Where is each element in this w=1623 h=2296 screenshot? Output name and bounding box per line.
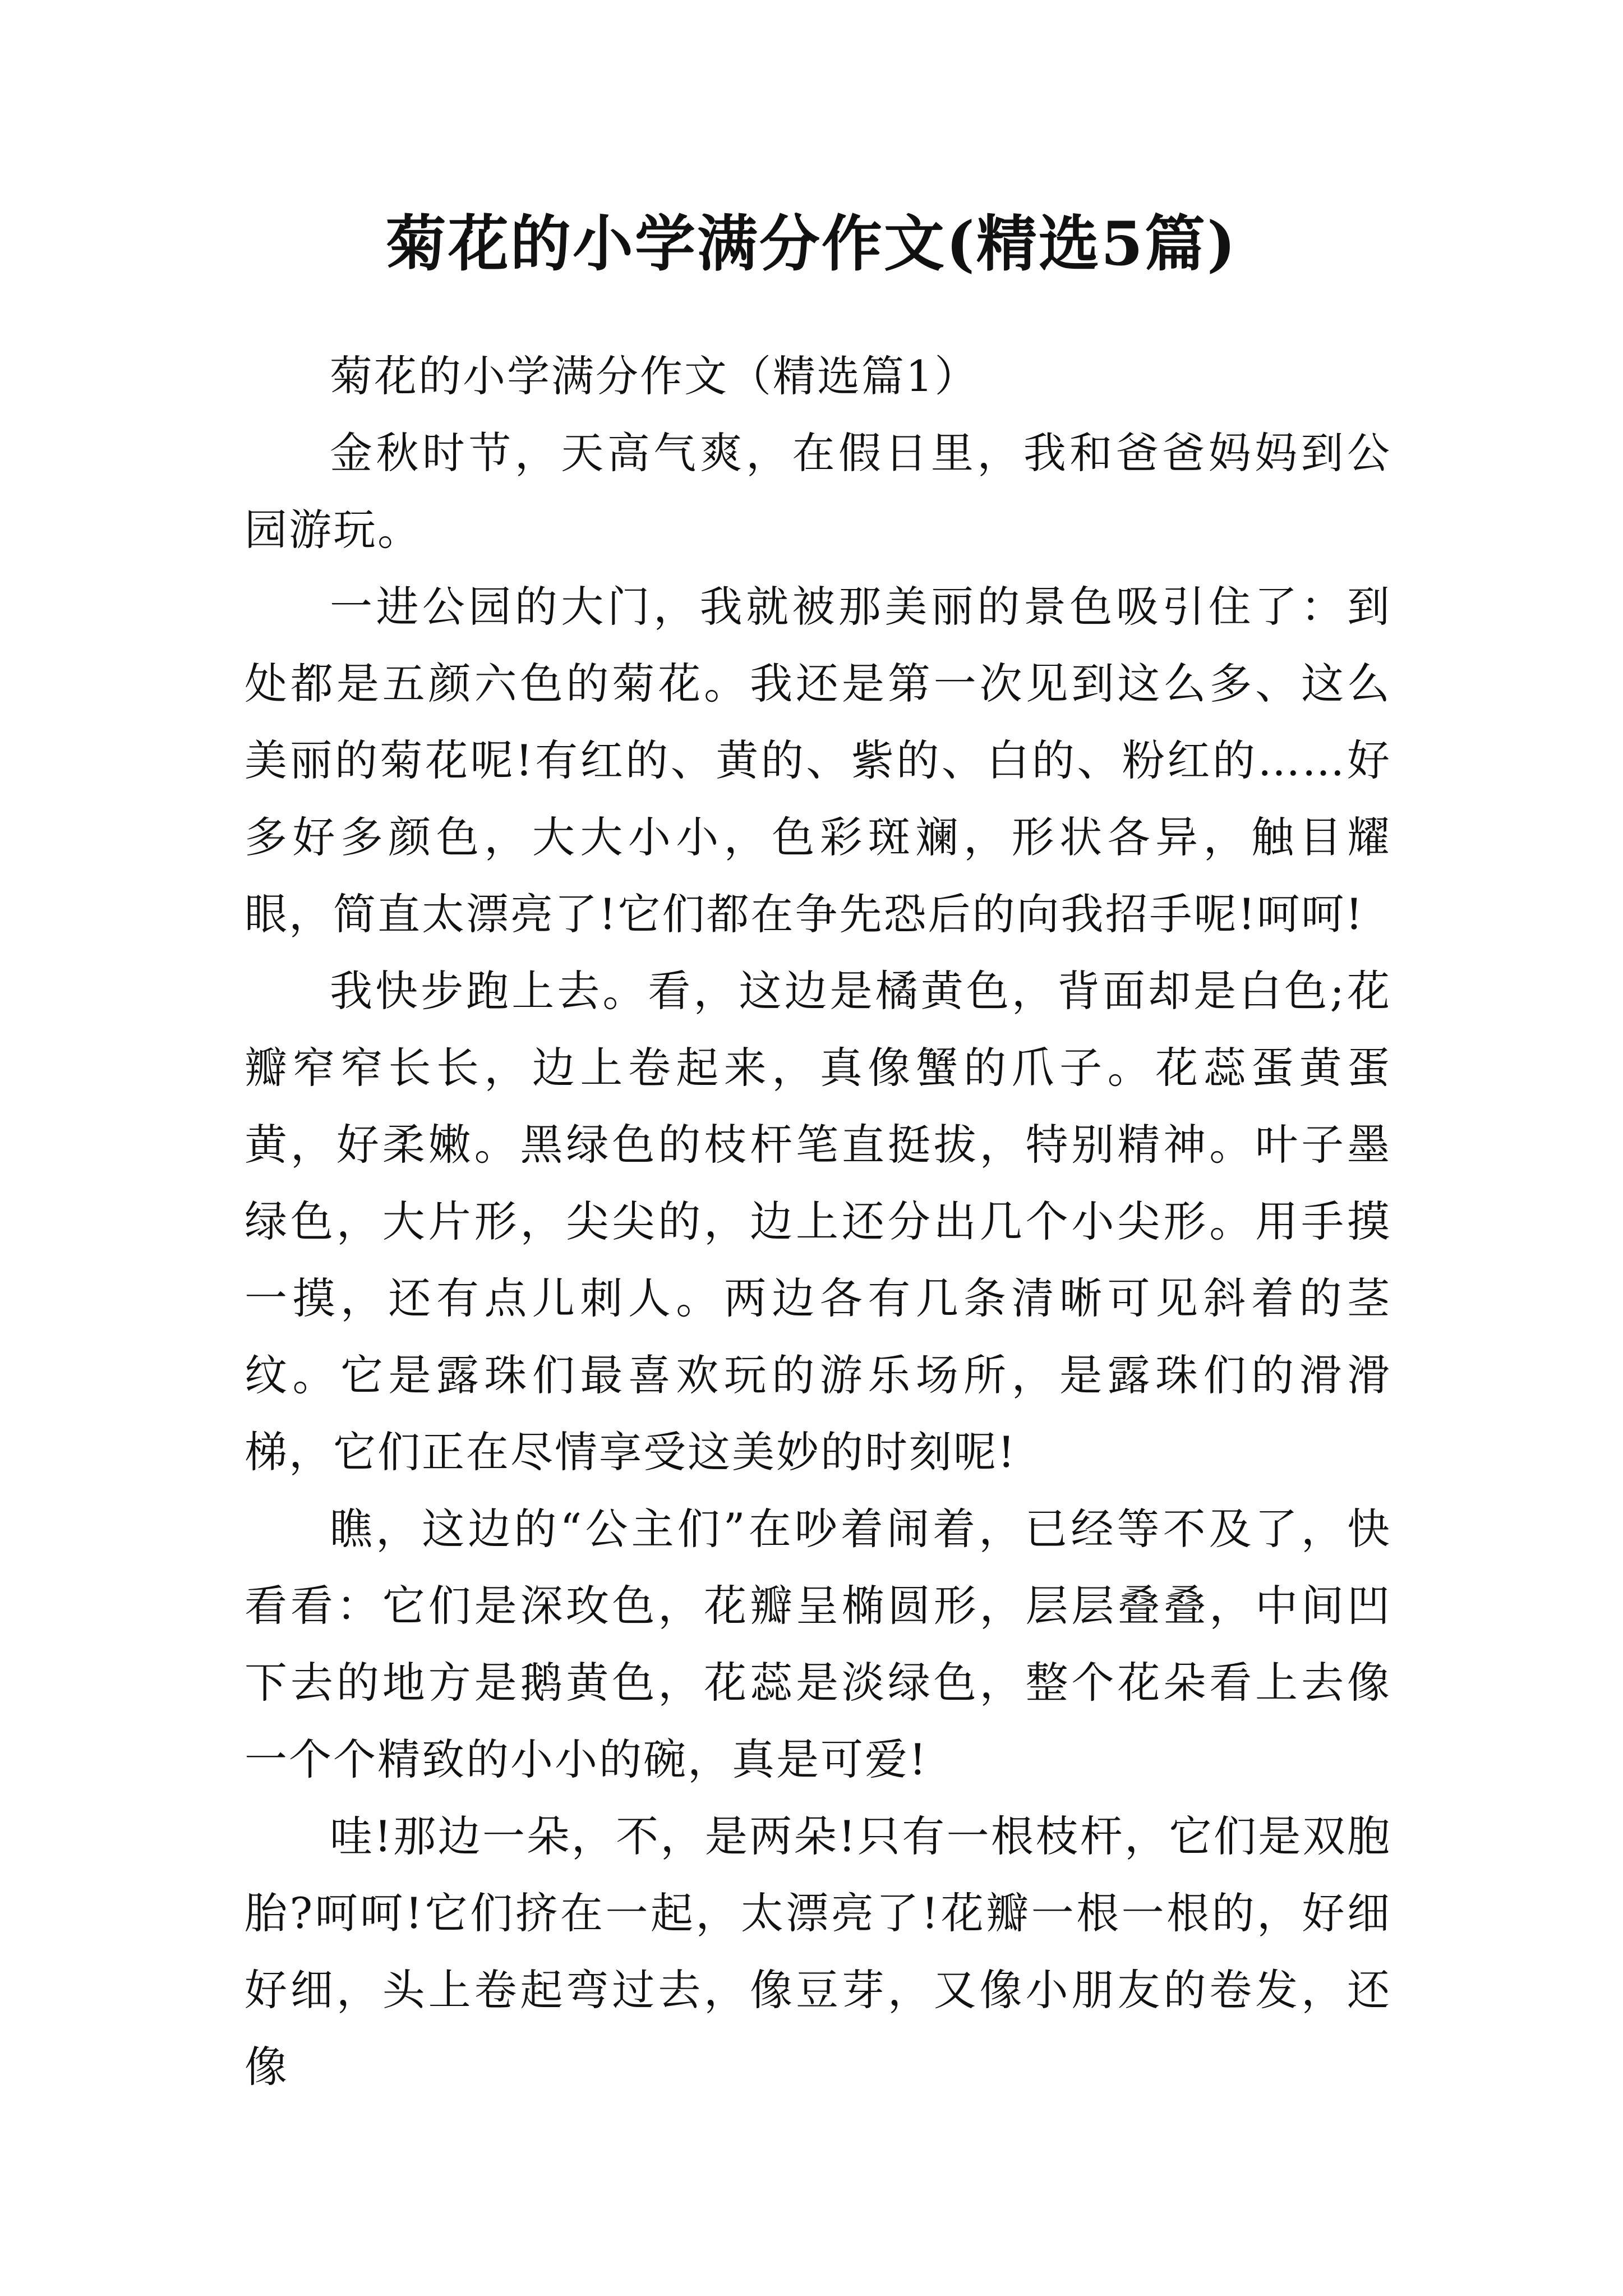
section-heading: 菊花的小学满分作文（精选篇1） — [330, 351, 979, 401]
paragraph-1: 金秋时节，天高气爽，在假日里，我和爸爸妈妈到公园游玩。 — [245, 428, 1391, 555]
document-body — [245, 338, 1391, 2105]
paragraph-5: 哇!那边一朵，不，是两朵!只有一根枝杆，它们是双胞胎?呵呵!它们挤在一起，太漂亮了!花瓣一根一根的，好细好细，头上卷起弯过去，像豆芽，又像小朋友的卷发，还像 — [245, 1811, 1391, 2092]
document-title: 菊花的小学满分作文(精选5篇) — [385, 209, 1238, 279]
paragraph-2: 一进公园的大门，我就被那美丽的景色吸引住了：到处都是五颜六色的菊花。我还是第一次见到这么多、这么美丽的菊花呢!有红的、黄的、紫的、白的、粉红的……好多好多颜色，大大小小，色彩斑斓，形状各异，触目耀眼，简直太漂亮了!它们都在争先恐后的向我招手呢!呵呵! — [245, 582, 1391, 939]
paragraph-3: 我快步跑上去。看，这边是橘黄色，背面却是白色;花瓣窄窄长长，边上卷起来，真像蟹的爪子。花蕊蛋黄蛋黄，好柔嫩。黑绿色的枝杆笔直挺拔，特别精神。叶子墨绿色，大片形，尖尖的，边上还分出几个小尖形。用手摸一摸，还有点儿刺人。两边各有几条清晰可见斜着的茎纹。它是露珠们最喜欢玩的游乐场所，是露珠们的滑滑梯，它们正在尽情享受这美妙的时刻呢! — [245, 966, 1391, 1477]
paragraph-4: 瞧，这边的“公主们”在吵着闹着，已经等不及了，快看看：它们是深玫色，花瓣呈椭圆形，层层叠叠，中间凹下去的地方是鹅黄色，花蕊是淡绿色，整个花朵看上去像一个个精致的小小的碗，真是可爱! — [245, 1504, 1391, 1784]
